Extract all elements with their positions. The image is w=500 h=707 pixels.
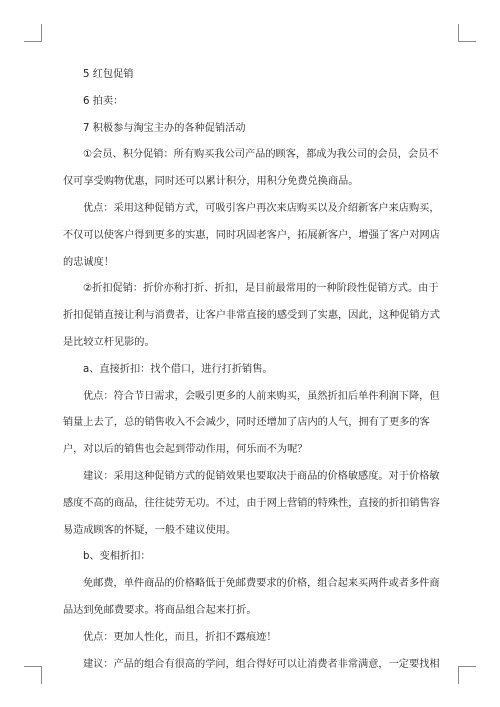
paragraph-membership-advantages: 优点：采用这种促销方式，可吸引客户再次来店购买以及介绍新客户来店购买，不仅可以使客户得到更多的实惠，同时巩固老客户，拓展新客户，增强了客户对网店的忠诚度！ (63, 202, 440, 268)
paragraph-direct-discount-suggestion: 建议：采用这种促销方式的促销效果也要取决于商品的价格敏感度。对于价格敏感度不高的商品，往往徒劳无功。不过，由于网上营销的特殊性，直接的折扣销售容易造成顾客的怀疑，一般不建议使用。 (63, 470, 440, 536)
crop-mark-bottom-left-vertical (41, 666, 42, 684)
crop-mark-bottom-right-horizontal (458, 666, 476, 667)
paragraph-auction: 6 拍卖： (83, 95, 124, 107)
paragraph-discount-promotion: ②折扣促销：折价亦称打折、折扣，是目前最常用的一种阶段性促销方式。由于折扣促销直接让利与消费者，让客户非常直接的感受到了实惠，因此，这种促销方式是比较立杆见影的。 (63, 283, 440, 348)
paragraph-free-shipping: 免邮费，单件商品的价格略低于免邮费要求的价格，组合起来买两件或者多件商品达到免邮费要求。将商品组合起来打折。 (63, 578, 440, 616)
crop-mark-top-right-horizontal (458, 41, 476, 42)
paragraph-indirect-discount: b、变相折扣： (83, 551, 151, 563)
crop-mark-top-right-vertical (458, 24, 459, 42)
paragraph-indirect-discount-advantages: 优点：更加人性化，而且，折扣不露痕迹！ (83, 631, 277, 643)
crop-mark-top-left-vertical (41, 24, 42, 42)
crop-mark-bottom-right-vertical (458, 666, 459, 684)
paragraph-bundle-suggestion: 建议：产品的组合有很高的学问，组合得好可以让消费者非常满意，一定要找相 (83, 658, 440, 670)
paragraph-membership-points: ①会员、积分促销：所有购买我公司产品的顾客，都成为我公司的会员，会员不仅可享受购物优惠，同时还可以累计积分，用积分免费兑换商品。 (63, 149, 439, 188)
paragraph-taobao-events: 7 积极参与淘宝主办的各种促销活动 (83, 122, 246, 134)
paragraph-direct-discount: a、直接折扣：找个借口，进行打折销售。 (83, 363, 273, 375)
document-body (63, 62, 441, 678)
paragraph-direct-discount-advantages: 优点：符合节日需求，会吸引更多的人前来购买，虽然折扣后单件利润下降，但销量上去了，总的销售收入不会减少，同时还增加了店内的人气，拥有了更多的客户，对以后的销售也会起到带动作用，何乐而不为呢？ (63, 390, 440, 456)
crop-mark-top-left-horizontal (24, 41, 42, 42)
crop-mark-bottom-left-horizontal (24, 666, 42, 667)
paragraph-red-envelope: 5 红包促销 (83, 69, 134, 80)
